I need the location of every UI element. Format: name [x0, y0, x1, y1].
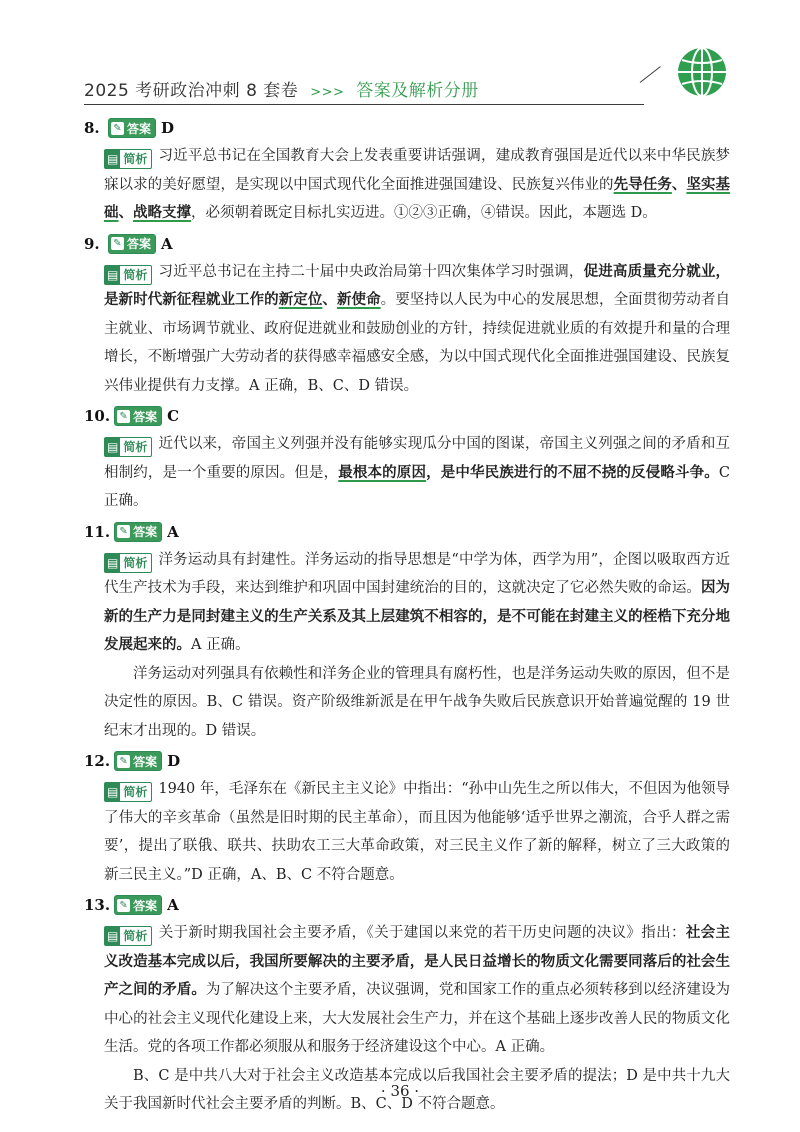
edit-icon: ✎ [117, 525, 130, 538]
header-divider [84, 104, 644, 105]
question-12 [84, 747, 734, 889]
edit-icon: ✎ [111, 122, 124, 135]
question-number: 10. [84, 407, 111, 425]
answer-letter: C [167, 407, 180, 425]
analysis-badge: ▤ 简析 [104, 926, 152, 946]
book-title: 2025 考研政治冲刺 8 套卷 [84, 81, 299, 101]
globe-logo-icon [676, 46, 728, 98]
question-number: 13. [84, 896, 111, 914]
answer-content [84, 112, 734, 1119]
edit-icon: ✎ [117, 410, 130, 423]
analysis-badge: ▤ 简析 [104, 265, 152, 285]
answer-letter: A [167, 896, 179, 914]
answer-badge: ✎ 答案 [114, 751, 162, 771]
analysis-paragraph-2: 洋务运动对列强具有依赖性和洋务企业的管理具有腐朽性，也是洋务运动失败的原因，但不是决定性的原因。B、C 错误。资产阶级维新派是在甲午战争失败后民族意识开始普遍觉醒的 19 世纪末才出现的。D 错误。 [104, 665, 730, 739]
question-8 [84, 114, 734, 228]
analysis-paragraph: ▤ 简析 洋务运动具有封建性。洋务运动的指导思想是“中学为体，西学为用”，企图以吸取西方近代生产技术为手段，来达到维护和巩固中国封建统治的目的，这就决定了它必然失败的命运。因为新的生产力是同封建主义的生产关系及其上层建筑不相容的，是不可能在封建主义的桎梏下充分地发展起来的。A 正确。 [104, 551, 730, 653]
section-subtitle: 答案及解析分册 [356, 81, 479, 101]
book-icon: ▤ [107, 785, 119, 799]
question-number: 11. [84, 522, 111, 541]
answer-line [84, 518, 734, 546]
answer-line [84, 114, 734, 142]
answer-letter: A [161, 234, 173, 253]
analysis-badge: ▤ 简析 [104, 782, 152, 802]
analysis-paragraph: ▤ 简析 近代以来，帝国主义列强并没有能够实现瓜分中国的图谋，帝国主义列强之间的矛盾和互相制约，是一个重要的原因。但是，最根本的原因，是中华民族进行的不屈不挠的反侵略斗争。C 正确。 [104, 436, 731, 509]
analysis-paragraph: ▤ 简析 习近平总书记在主持二十届中央政治局第十四次集体学习时强调，促进高质量充分就业，是新时代新征程就业工作的新定位、新使命。要坚持以人民为中心的发展思想，全面贯彻劳动者自主就业、市场调节就业、政府促进就业和鼓励创业的方针，持续促进就业质的有效提升和量的合理增长，不断增强广大劳动者的获得感幸福感安全感，为以中国式现代化全面推进强国建设、民族复兴伟业提供有力支撑。A 正确，B、C、D 错误。 [104, 262, 731, 394]
analysis-badge: ▤ 简析 [104, 553, 152, 573]
question-number: 9. [84, 234, 100, 253]
answer-line [84, 230, 734, 258]
edit-icon: ✎ [117, 899, 130, 912]
edit-icon: ✎ [111, 237, 124, 250]
answer-line [84, 747, 734, 775]
analysis-paragraph-2: B、C 是中共八大对于社会主义改造基本完成以后我国社会主要矛盾的提法；D 是中共十九大关于我国新时代社会主要矛盾的判断。B、C、D 不符合题意。 [104, 1067, 730, 1112]
analysis-badge: ▤ 简析 [104, 437, 152, 457]
edit-icon: ✎ [117, 755, 130, 768]
book-icon: ▤ [107, 440, 119, 454]
answer-line [84, 891, 734, 919]
question-number: 12. [84, 752, 111, 770]
answer-badge: ✎ 答案 [114, 895, 162, 915]
analysis-paragraph: ▤ 简析 1940 年，毛泽东在《新民主主义论》中指出：“孙中山先生之所以伟大，不但因为他领导了伟大的辛亥革命（虽然是旧时期的民主革命），而且因为他能够‘适乎世界之潮流，合乎人群之需要’，提出了联俄、联共、扶助农工三大革命政策，对三民主义作了新的解释，树立了三大政策的新三民主义。”D 正确，A、B、C 不符合题意。 [104, 781, 730, 883]
book-icon: ▤ [107, 929, 119, 943]
question-10 [84, 402, 734, 516]
analysis-paragraph: ▤ 简析 关于新时期我国社会主要矛盾，《关于建国以来党的若干历史问题的决议》指出：社会主义改造基本完成以后，我国所要解决的主要矛盾，是人民日益增长的物质文化需要同落后的社会生产之间的矛盾。为了解决这个主要矛盾，决议强调，党和国家工作的重点必须转移到以经济建设为中心的社会主义现代化建设上来，大大发展社会生产力，并在这个基础上逐步改善人民的物质文化生活。党的各项工作都必须服从和服务于经济建设这个中心。A 正确。 [104, 924, 731, 1055]
answer-badge: ✎ 答案 [114, 406, 162, 426]
answer-line [84, 402, 734, 430]
analysis-badge: ▤ 简析 [104, 149, 152, 169]
header-arrows: >>> [310, 85, 345, 100]
question-9 [84, 230, 734, 401]
answer-letter: A [167, 522, 179, 541]
answer-badge: ✎ 答案 [108, 118, 156, 138]
question-number: 8. [84, 119, 100, 137]
answer-letter: D [167, 752, 181, 770]
book-icon: ▤ [107, 267, 119, 282]
analysis-paragraph: ▤ 简析 习近平总书记在全国教育大会上发表重要讲话强调，建成教育强国是近代以来中华民族梦寐以求的美好愿望，是实现以中国式现代化全面推进强国建设、民族复兴伟业的先导任务、坚实基础、战略支撑，必须朝着既定目标扎实迈进。①②③正确，④错误。因此，本题选 D。 [104, 148, 731, 221]
answer-letter: D [161, 119, 175, 137]
page-header [84, 70, 728, 104]
book-icon: ▤ [107, 555, 119, 570]
answer-badge: ✎ 答案 [108, 234, 156, 254]
answer-badge: ✎ 答案 [114, 522, 162, 542]
header-title-row [84, 76, 479, 101]
book-icon: ▤ [107, 152, 119, 166]
page-number: · 36 · [380, 1082, 420, 1100]
question-11 [84, 518, 734, 746]
